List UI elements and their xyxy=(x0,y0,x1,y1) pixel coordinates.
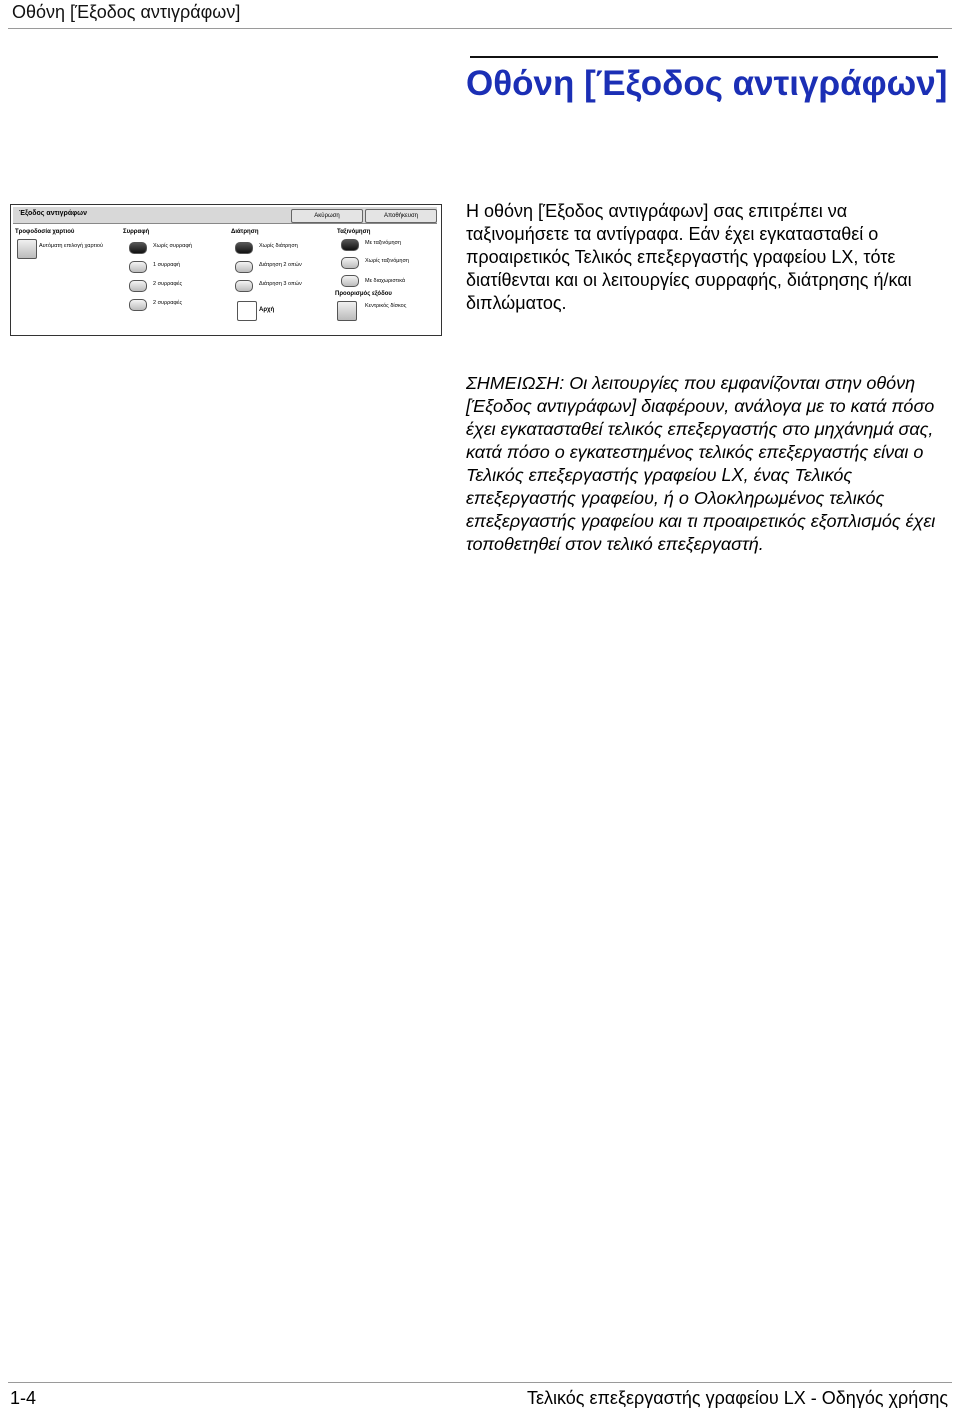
copy-output-screen-panel xyxy=(10,204,442,336)
paper-supply-label: Τροφοδοσία χαρτιού xyxy=(15,229,75,235)
panel-header xyxy=(13,207,437,224)
stapling-radio-4[interactable] xyxy=(129,299,147,311)
stapling-option: 1 συρραφή xyxy=(153,262,181,268)
stapling-option: 2 συρραφές xyxy=(153,281,183,287)
intro-paragraph: Η οθόνη [Έξοδος αντιγράφων] σας επιτρέπει να ταξινομήσετε τα αντίγραφα. Εάν έχει εγκατασταθεί ο προαιρετικός Τελικός επεξεργαστής γραφείου LX, τότε διατίθενται και οι λειτουργίες συρραφής, διάτρησης ή/και διπλώματος. xyxy=(466,201,912,313)
sorting-option: Με ταξινόμηση xyxy=(365,240,402,246)
punch-radio-1[interactable] xyxy=(235,242,253,254)
start-button[interactable] xyxy=(237,301,257,321)
sorting-radio-1[interactable] xyxy=(341,239,359,251)
start-label: Αρχή xyxy=(259,307,275,313)
cancel-button[interactable]: Ακύρωση xyxy=(291,209,363,223)
stapling-option: 2 συρραφές xyxy=(153,300,183,306)
sorting-option: Χωρίς ταξινόμηση xyxy=(365,258,409,264)
sorting-label: Ταξινόμηση xyxy=(337,229,371,235)
panel-title: Έξοδος αντιγράφων xyxy=(19,210,87,217)
sorting-radio-2[interactable] xyxy=(341,257,359,269)
page-number: 1-4 xyxy=(10,1388,37,1408)
top-rule xyxy=(8,28,952,29)
note-paragraph: ΣΗΜΕΙΩΣΗ: Οι λειτουργίες που εμφανίζονται στην οθόνη [Έξοδος αντιγράφων] διαφέρουν, ανάλογα με το κατά πόσο έχει εγκατασταθεί τελικός επεξεργαστής στο μηχάνημά σας, κατά πόσο ο εγκατεστημένος τελικός επεξεργαστής είναι ο Τελικός επεξεργαστής γραφείου LX, ένας Τελικός επεξεργαστής γραφείου, ή ο Ολοκληρωμένος τελικός επεξεργαστής γραφείου και τι προαιρετικός εξοπλισμός έχει τοποθετηθεί στον τελικό επεξεργαστή. xyxy=(466,373,936,554)
output-destination-label: Προορισμός εξόδου xyxy=(335,291,392,297)
output-destination-option: Κεντρικός δίσκος xyxy=(365,303,407,309)
stapling-label: Συρραφή xyxy=(123,229,150,235)
punch-option: Διάτρηση 3 οπών xyxy=(259,281,302,287)
sorting-option: Με διαχωριστικά xyxy=(365,278,406,284)
stapling-radio-2[interactable] xyxy=(129,261,147,273)
punch-option: Χωρίς διάτρηση xyxy=(259,243,298,249)
punch-option: Διάτρηση 2 οπών xyxy=(259,262,302,268)
stapling-radio-3[interactable] xyxy=(129,280,147,292)
stapling-option: Χωρίς συρραφή xyxy=(153,243,192,249)
punch-radio-2[interactable] xyxy=(235,261,253,273)
save-button[interactable]: Αποθήκευση xyxy=(365,209,437,223)
paper-supply-option: Αυτόματη επιλογή χαρτιού xyxy=(39,243,103,249)
running-title: Οθόνη [Έξοδος αντιγράφων] xyxy=(12,2,241,22)
footer-title: Τελικός επεξεργαστής γραφείου LX - Οδηγός χρήσης xyxy=(526,1388,948,1408)
punch-radio-3[interactable] xyxy=(235,280,253,292)
punch-label: Διάτρηση xyxy=(231,229,259,235)
stapling-radio-1[interactable] xyxy=(129,242,147,254)
title-rule xyxy=(470,56,938,58)
page-title: Οθόνη [Έξοδος αντιγράφων] xyxy=(466,64,948,103)
output-destination-button[interactable] xyxy=(337,301,357,321)
bottom-rule xyxy=(8,1382,952,1383)
paper-supply-button[interactable] xyxy=(17,239,37,259)
sorting-radio-3[interactable] xyxy=(341,275,359,287)
